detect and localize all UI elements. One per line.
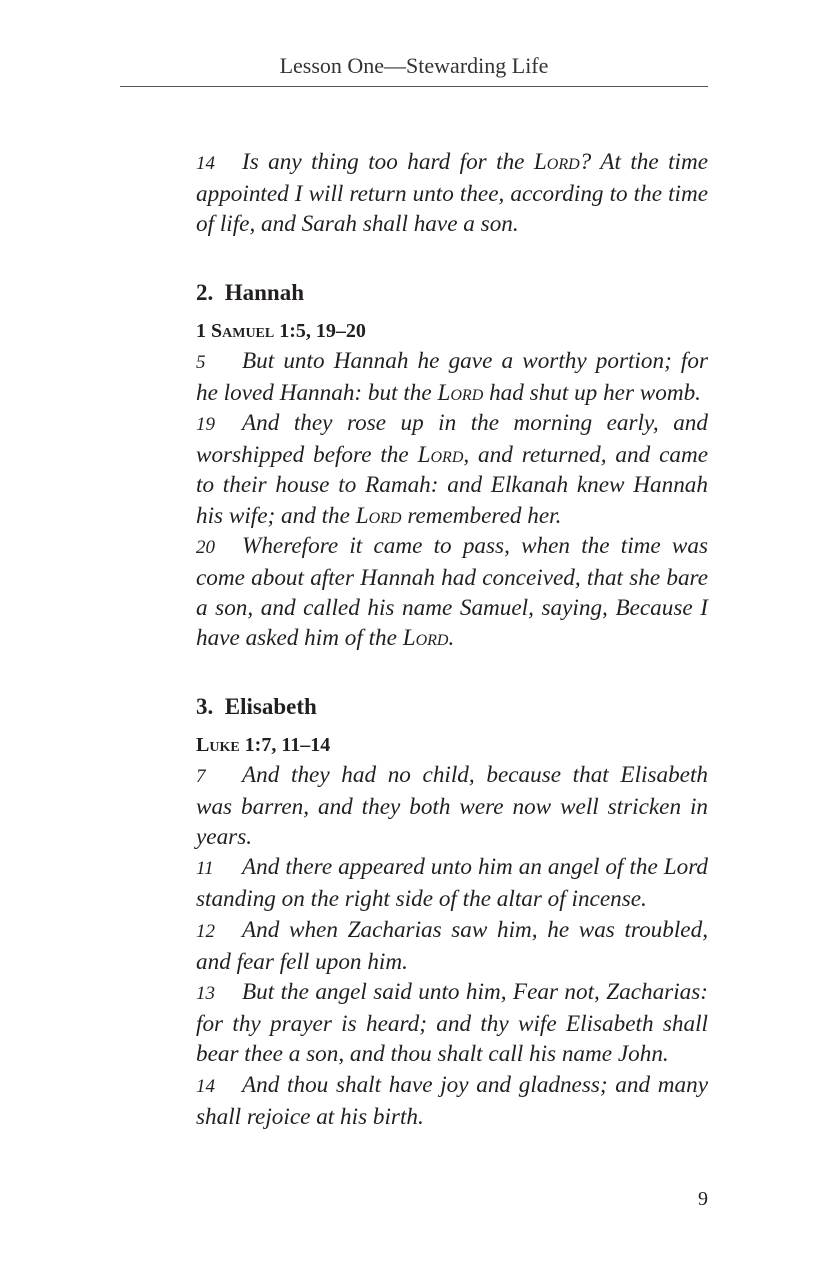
verse-number: 19 [196,414,215,436]
verse-luke-1-14: 14 And thou shalt have joy and gladness; and many shall rejoice at his birth. [196,1071,708,1130]
section-heading-hannah: 2. Hannah [196,279,305,305]
page-number: 9 [698,1188,708,1210]
verse-luke-1-13: 13 But the angel said unto him, Fear not, Zacharias: for thy prayer is heard; and thy wife Elisabeth shall bear thee a son, and thou shalt call his name John. [196,979,708,1068]
verse-luke-1-11: 11 And there appeared unto him an angel of the Lord standing on the right side of the altar of incense. [196,854,708,913]
verse-number: 7 [196,765,206,787]
verse-number: 14 [196,153,215,174]
verse-luke-1-7: 7 And they had no child, because that Elisabeth was barren, and they both were now well stricken in years. [196,761,708,851]
verse-samuel-1-19: 19 And they rose up in the morning early, and worshipped before the Lord, and returned, and came to their house to Ramah: and Elkanah knew Hannah his wife; and the Lord remembered her. [196,410,709,529]
verse-samuel-1-5: 5 But unto Hannah he gave a worthy portion; for he loved Hannah: but the Lord had shut up her womb. [196,347,708,406]
verse-number: 11 [196,858,214,880]
section-heading-elisabeth: 3. Elisabeth [196,693,317,719]
verse-luke-1-12: 12 And when Zacharias saw him, he was troubled, and fear fell upon him. [196,916,708,975]
header-rule [120,86,708,87]
verse-number: 12 [196,920,215,942]
scripture-reference-luke: Luke 1:7, 11–14 [196,733,331,756]
verse-number: 5 [196,351,206,373]
page-body [196,147,708,1132]
scripture-reference-samuel: 1 Samuel 1:5, 19–20 [196,319,366,342]
verse-number: 20 [196,536,215,558]
verse-number: 13 [196,983,215,1005]
verse-genesis-18-14: 14 Is any thing too hard for the Lord? At the time appointed I will return unto thee, according to the time of life, and Sarah shall have a son. [196,149,709,238]
verse-number: 14 [196,1075,215,1097]
verse-samuel-1-20: 20 Wherefore it came to pass, when the time was come about after Hannah had conceived, that she bare a son, and called his name Samuel, saying, Because I have asked him of the Lord. [196,532,708,652]
running-head: Lesson One—Stewarding Life [279,53,549,78]
